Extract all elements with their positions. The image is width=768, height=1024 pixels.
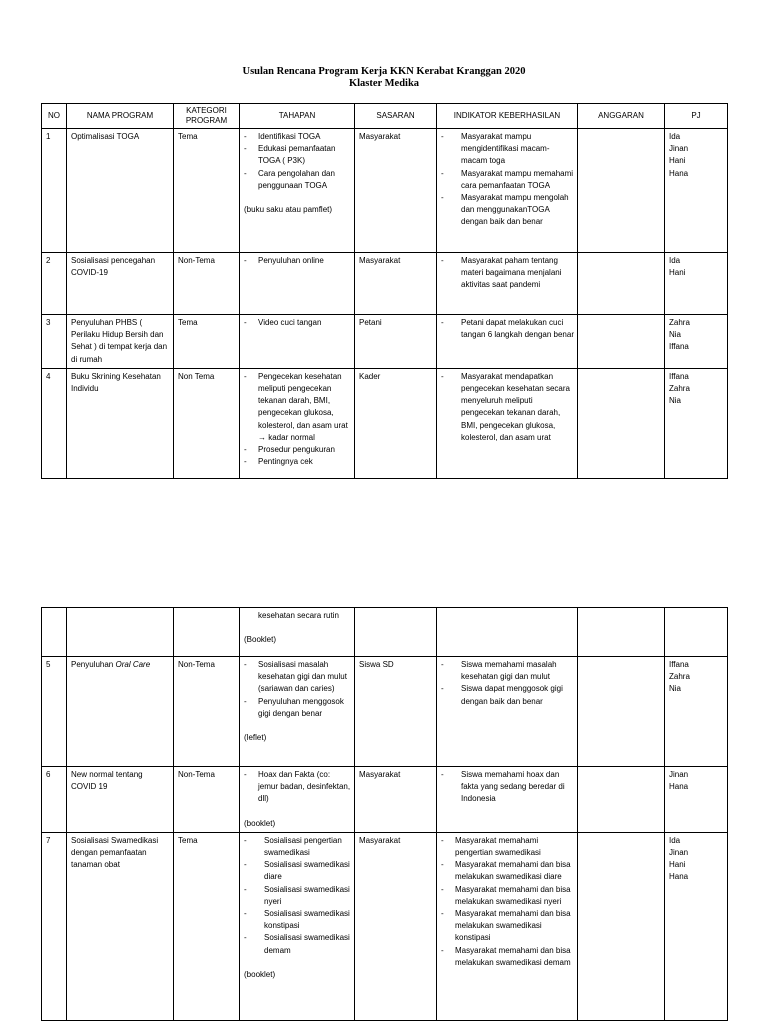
table-row-continuation: [42, 608, 728, 657]
cell-indikator: [437, 129, 578, 253]
table-row: [42, 767, 728, 833]
cell-sasaran: Masyarakat: [355, 129, 437, 253]
list-item: - Sosialisasi masalah kesehatan gigi dan mulut (sariawan dan caries): [244, 659, 351, 696]
cell-sasaran: Siswa SD: [355, 657, 437, 767]
cell-indikator: [437, 767, 578, 833]
list-item: - Masyarakat memahami dan bisa melakukan swamedikasi demam: [441, 945, 574, 969]
cell-nama: Optimalisasi TOGA: [67, 129, 174, 253]
tahapan-note: (Booklet): [244, 635, 277, 645]
cell-no: 2: [42, 253, 67, 315]
cell-indikator: [437, 832, 578, 1020]
header-tahapan: TAHAPAN: [240, 104, 355, 129]
cell-indikator: [437, 657, 578, 767]
tahapan-note: (leflet): [244, 733, 267, 743]
document-subtitle: Klaster Medika: [348, 78, 420, 89]
cell-pj: Iffana Zahra Nia: [665, 368, 728, 478]
list-item: - Sosialisasi swamedikasi demam: [244, 932, 351, 956]
list-item: - Masyarakat mampu mengolah dan menggunakanTOGA dengan baik dan benar: [441, 192, 574, 229]
list-item: - Penyuluhan menggosok gigi dengan benar: [244, 696, 351, 720]
list-item: - Masyarakat memahami dan bisa melakukan swamedikasi nyeri: [441, 884, 574, 908]
list-item: - Video cuci tangan: [244, 317, 351, 329]
list-item: - Cara pengolahan dan penggunaan TOGA: [244, 168, 351, 192]
list-item: - Masyarakat mampu mengidentifikasi macam-macam toga: [441, 131, 574, 168]
cell-kategori: Non-Tema: [174, 253, 240, 315]
cell-nama: Penyuluhan Oral Care: [67, 657, 174, 767]
list-item: - Sosialisasi swamedikasi diare: [244, 859, 351, 883]
cell-kategori: Tema: [174, 832, 240, 1020]
cell-indikator: [437, 253, 578, 315]
table-row: [42, 832, 728, 1020]
header-no: NO: [42, 104, 67, 129]
program-table-page1: [41, 103, 728, 479]
cell-nama: Sosialisasi Swamedikasi dengan pemanfaatan tanaman obat: [67, 832, 174, 1020]
cell-pj: Ida Hani: [665, 253, 728, 315]
cell-tahapan: [240, 253, 355, 315]
cell-sasaran: Masyarakat: [355, 253, 437, 315]
cell-tahapan: kesehatan secara rutin (Booklet): [240, 608, 355, 657]
cell-kategori: Non Tema: [174, 368, 240, 478]
cell-pj: Iffana Zahra Nia: [665, 657, 728, 767]
header-sasaran: SASARAN: [355, 104, 437, 129]
cell-kategori: Tema: [174, 315, 240, 369]
tahapan-note: (booklet): [244, 969, 276, 979]
table-row: [42, 315, 728, 369]
tahapan-note: (booklet): [244, 818, 276, 828]
list-item: - Pengecekan kesehatan meliputi pengecekan tekanan darah, BMI, pengecekan glukosa, kolesterol, dan asam urat → kadar normal: [244, 371, 351, 444]
cell-tahapan: [240, 832, 355, 1020]
header-nama-program: NAMA PROGRAM: [67, 104, 174, 129]
cell-nama: Buku Skrining Kesehatan Individu: [67, 368, 174, 478]
header-anggaran: ANGGARAN: [578, 104, 665, 129]
cell-tahapan: [240, 657, 355, 767]
cell-sasaran: Kader: [355, 368, 437, 478]
table-row: [42, 129, 728, 253]
cell-sasaran: Masyarakat: [355, 767, 437, 833]
header-pj: PJ: [665, 104, 728, 129]
cell-nama: Sosialisasi pencegahan COVID-19: [67, 253, 174, 315]
program-table-page2: [41, 607, 728, 1021]
header-kategori-program: KATEGORI PROGRAM: [174, 104, 240, 129]
cell-kategori: Non-Tema: [174, 767, 240, 833]
cell-anggaran: [578, 129, 665, 253]
cell-sasaran: Masyarakat: [355, 832, 437, 1020]
cell-no: 7: [42, 832, 67, 1020]
list-item: - Sosialisasi swamedikasi nyeri: [244, 884, 351, 908]
table-row: [42, 657, 728, 767]
table-row: [42, 368, 728, 478]
list-item: - Masyarakat paham tentang materi bagaimana menjalani aktivitas saat pandemi: [441, 255, 574, 292]
cell-anggaran: [578, 657, 665, 767]
list-item: - Pentingnya cek: [244, 456, 351, 468]
cell-pj: Zahra Nia Iffana: [665, 315, 728, 369]
cell-no: 4: [42, 368, 67, 478]
cell-nama: Penyuluhan PHBS ( Perilaku Hidup Bersih dan Sehat ) di tempat kerja dan di rumah: [67, 315, 174, 369]
cell-no: 3: [42, 315, 67, 369]
cell-tahapan: [240, 767, 355, 833]
list-item: - Masyarakat mendapatkan pengecekan kesehatan secara menyeluruh meliputi pengecekan tekanan darah, BMI, pengecekan glukosa, kolesterol, dan asam urat: [441, 371, 574, 444]
cell-kategori: Non-Tema: [174, 657, 240, 767]
list-item: - Sosialisasi swamedikasi konstipasi: [244, 908, 351, 932]
cell-pj: Jinan Hana: [665, 767, 728, 833]
list-item: - Siswa dapat menggosok gigi dengan baik dan benar: [441, 683, 574, 707]
table-row: [42, 253, 728, 315]
list-item: - Prosedur pengukuran: [244, 444, 351, 456]
list-item: - Siswa memahami hoax dan fakta yang sedang beredar di Indonesia: [441, 769, 574, 806]
cell-indikator: [437, 368, 578, 478]
list-item: - Identifikasi TOGA: [244, 131, 351, 143]
cell-tahapan: [240, 129, 355, 253]
cell-anggaran: [578, 253, 665, 315]
list-item: - Petani dapat melakukan cuci tangan 6 langkah dengan benar: [441, 317, 574, 341]
list-item: - Masyarakat mampu memahami cara pemanfaatan TOGA: [441, 168, 574, 192]
cell-kategori: Tema: [174, 129, 240, 253]
cell-tahapan: [240, 315, 355, 369]
list-item: - Masyarakat memahami dan bisa melakukan swamedikasi diare: [441, 859, 574, 883]
list-item: - Masyarakat memahami dan bisa melakukan swamedikasi konstipasi: [441, 908, 574, 945]
list-item: - Siswa memahami masalah kesehatan gigi dan mulut: [441, 659, 574, 683]
cell-anggaran: [578, 832, 665, 1020]
cell-indikator: [437, 315, 578, 369]
cell-anggaran: [578, 368, 665, 478]
list-item: - Penyuluhan online: [244, 255, 351, 267]
list-item: - Edukasi pemanfaatan TOGA ( P3K): [244, 143, 351, 167]
cell-no: 5: [42, 657, 67, 767]
cell-no: 6: [42, 767, 67, 833]
cell-tahapan: [240, 368, 355, 478]
cell-sasaran: Petani: [355, 315, 437, 369]
cell-pj: Ida Jinan Hani Hana: [665, 832, 728, 1020]
cell-pj: Ida Jinan Hani Hana: [665, 129, 728, 253]
cell-no: 1: [42, 129, 67, 253]
list-item: - Sosialisasi pengertian swamedikasi: [244, 835, 351, 859]
list-item: - Hoax dan Fakta (co: jemur badan, desinfektan, dll): [244, 769, 351, 806]
cell-anggaran: [578, 767, 665, 833]
document-title: Usulan Rencana Program Kerja KKN Kerabat Kranggan 2020: [242, 66, 526, 77]
header-indikator: INDIKATOR KEBERHASILAN: [437, 104, 578, 129]
list-item: - Masyarakat memahami pengertian swamedikasi: [441, 835, 574, 859]
tahapan-note: (buku saku atau pamflet): [244, 205, 333, 215]
cell-nama: New normal tentang COVID 19: [67, 767, 174, 833]
cell-anggaran: [578, 315, 665, 369]
